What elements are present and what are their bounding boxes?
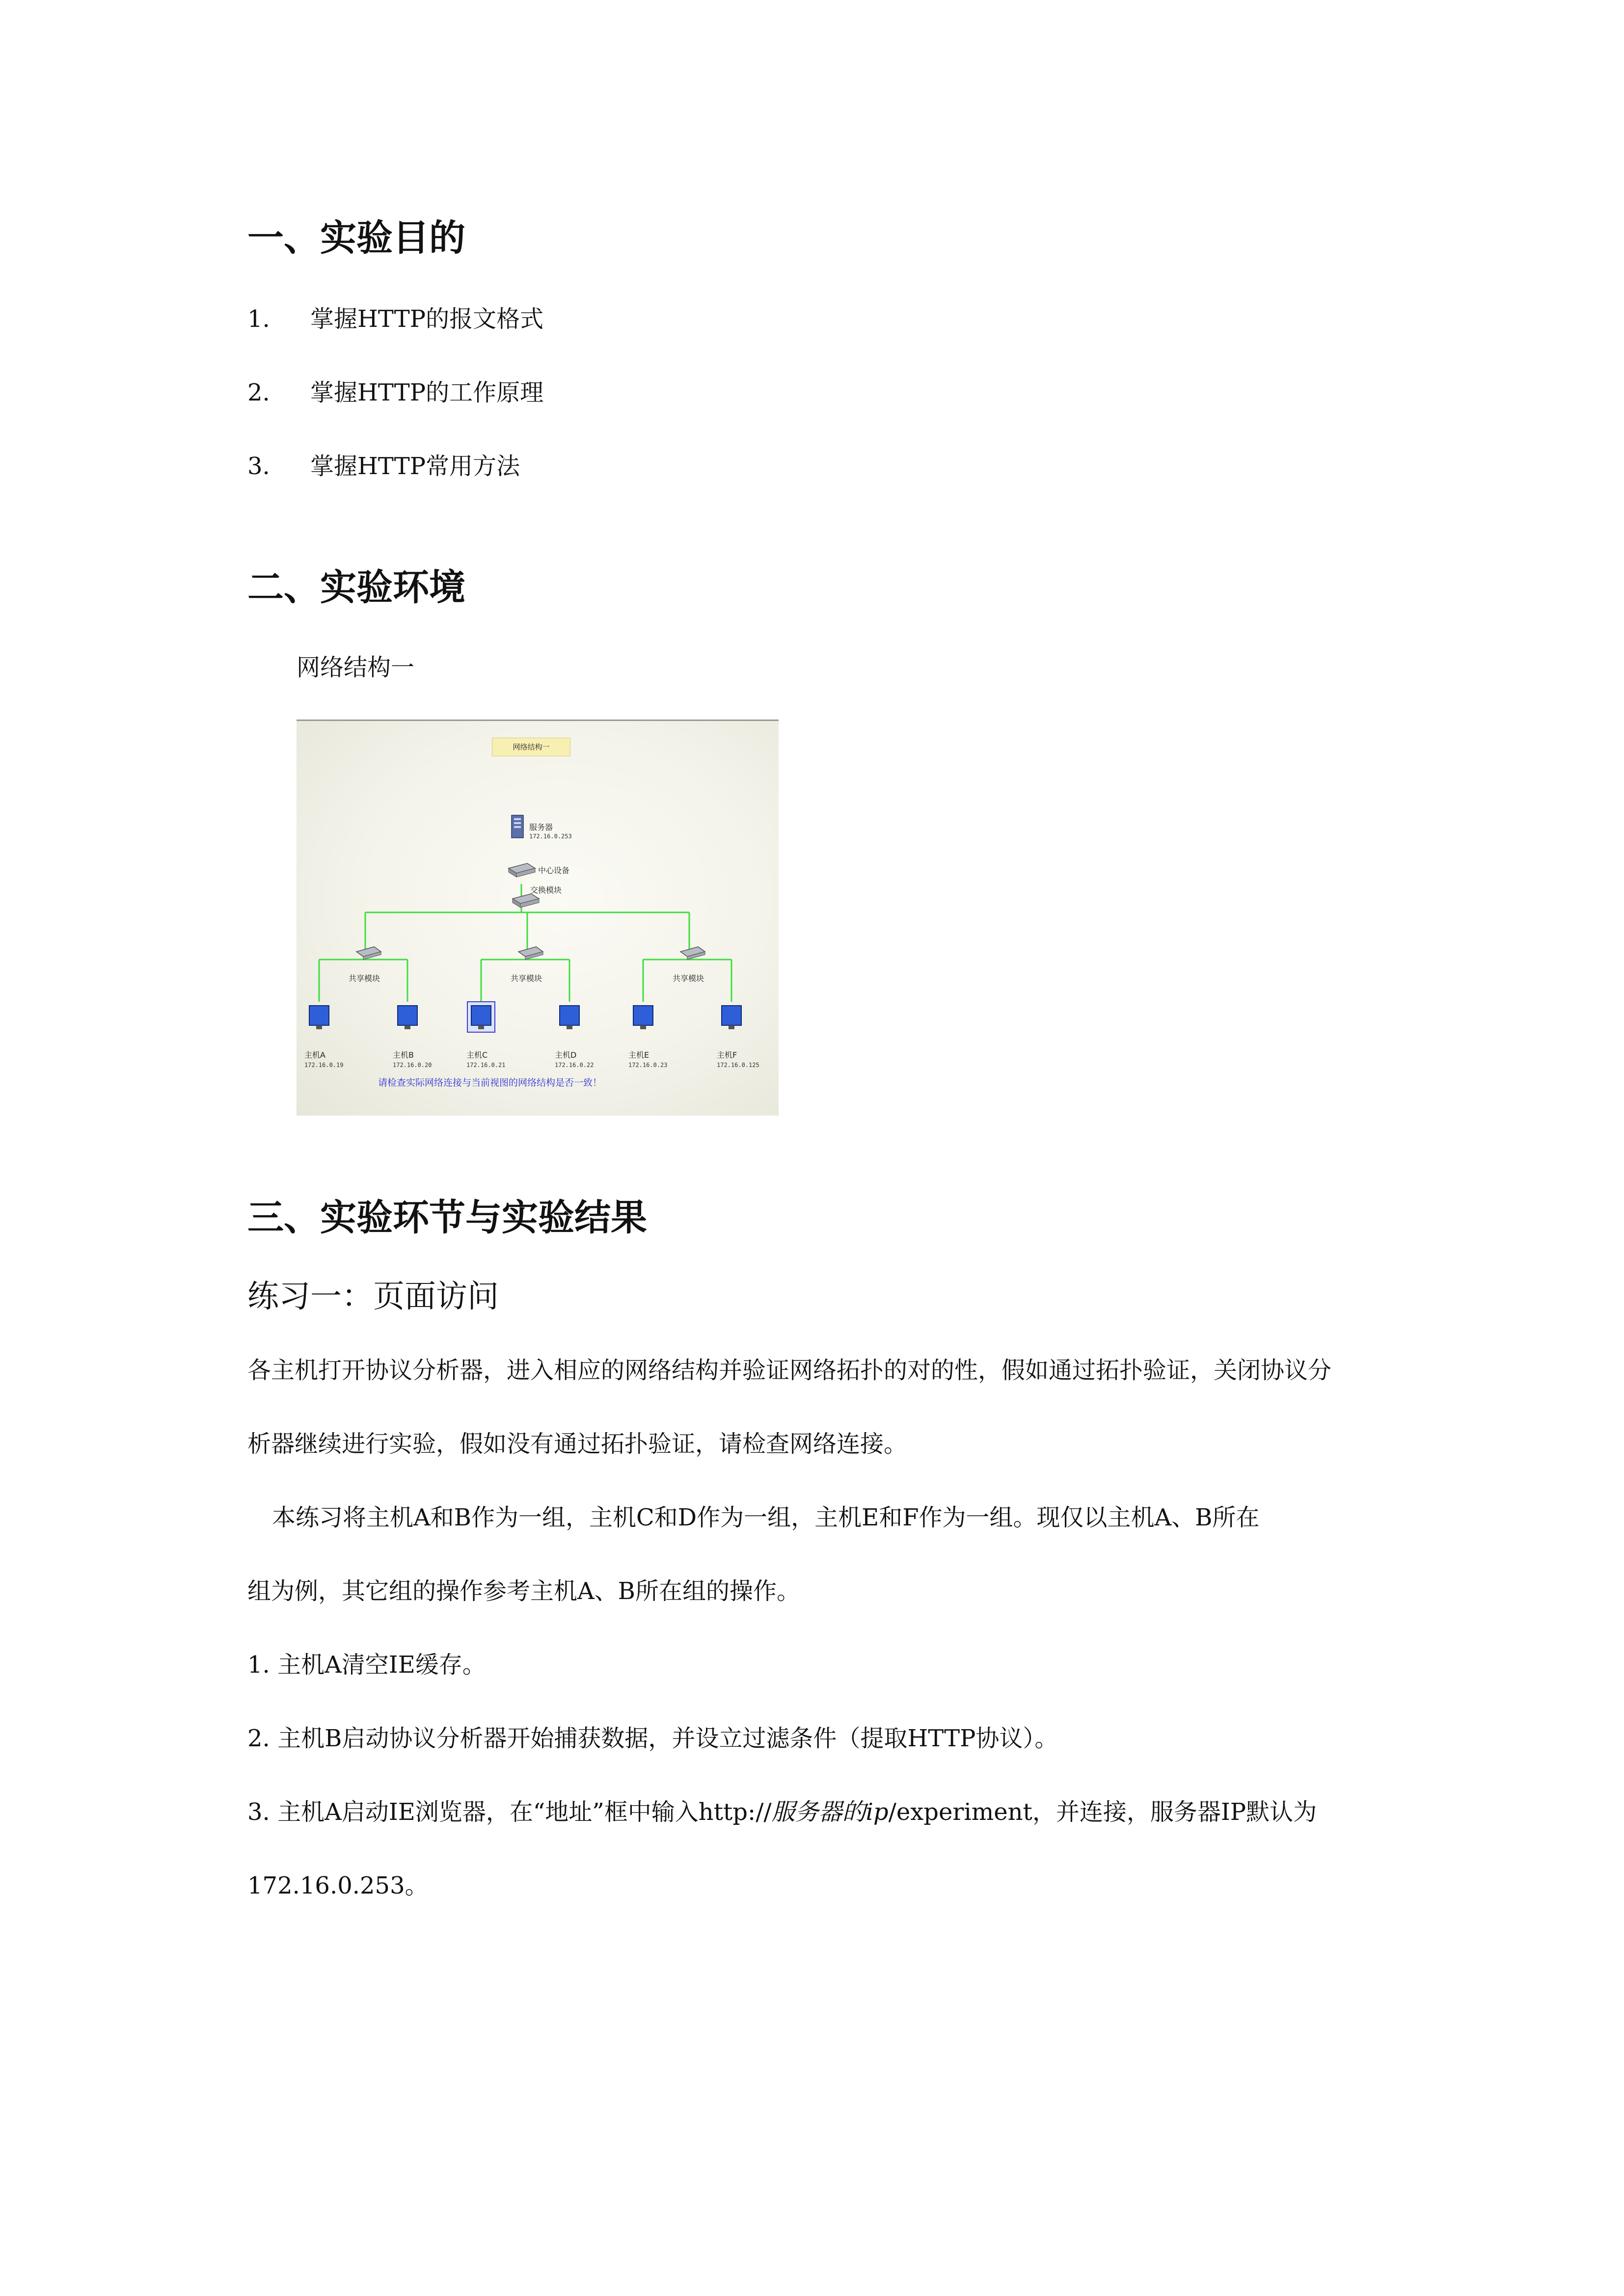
center-device-icon (509, 863, 535, 877)
step-item (247, 1650, 486, 1680)
step-text: 主机A清空IE缓存。 (277, 1651, 486, 1679)
objective-text: 掌握HTTP的工作原理 (310, 379, 544, 406)
hub-icon (518, 947, 543, 960)
objective-item (247, 452, 935, 481)
step-text: 主机B启动协议分析器开始捕获数据，并设立过滤条件（提取HTTP协议）。 (277, 1725, 1058, 1752)
topology-diagram (297, 721, 779, 1116)
section-heading-objectives: 一、实验目的 (247, 217, 465, 259)
host-ip: 172.16.0.21 (466, 1062, 506, 1068)
paragraph-line: 各主机打开协议分析器，进入相应的网络结构并验证网络拓扑的对的性，假如通过拓扑验证，关闭协议分 (247, 1357, 1332, 1384)
exercise-title: 练习一：页面访问 (247, 1279, 499, 1315)
host-monitor-icon (633, 1006, 653, 1029)
host-label: 主机D (555, 1050, 577, 1060)
hub-icon (680, 947, 705, 960)
host-monitor-icon (398, 1006, 417, 1029)
host-ip: 172.16.0.22 (555, 1062, 594, 1068)
switch-icon (513, 894, 539, 908)
server-label: 服务器 (529, 823, 553, 832)
server-ip: 172.16.0.253 (529, 833, 572, 840)
paragraph-line: 组为例，其它组的操作参考主机A、B所在组的操作。 (247, 1577, 800, 1605)
step-number: 3. (247, 1798, 270, 1826)
objective-number: 1. (247, 305, 270, 333)
network-topology-figure (297, 720, 779, 1116)
step-item (247, 1724, 1058, 1753)
host-label: 主机F (717, 1050, 737, 1060)
host-ip: 172.16.0.20 (393, 1062, 432, 1068)
step-text-pre: 主机A启动IE浏览器，在“地址”框中输入http:// (277, 1798, 772, 1826)
topology-warning: 请检查实际网络连接与当前视图的网络结构是否一致！ (378, 1077, 602, 1088)
hub-label: 共享模块 (349, 974, 380, 983)
section-heading-environment: 二、实验环境 (247, 566, 465, 609)
objective-number: 3. (247, 453, 270, 480)
host-monitor-icon (309, 1006, 329, 1029)
hub-label: 共享模块 (673, 974, 704, 983)
center-device-label: 中心设备 (538, 866, 570, 875)
switch-label: 交换模块 (530, 885, 562, 895)
objective-text: 掌握HTTP的报文格式 (310, 305, 544, 333)
host-label: 主机E (628, 1050, 650, 1060)
step-number: 1. (247, 1651, 270, 1679)
hub-icon (356, 947, 381, 960)
server-icon (512, 815, 523, 838)
paragraph-line: 本练习将主机A和B作为一组，主机C和D作为一组，主机E和F作为一组。现仅以主机A、B所在 (272, 1504, 1260, 1531)
figure-title: 网络结构一 (492, 738, 570, 756)
step-number: 2. (247, 1725, 270, 1752)
section-heading-procedure: 三、实验环节与实验结果 (247, 1197, 647, 1239)
objective-text: 掌握HTTP常用方法 (310, 453, 520, 480)
paragraph-line: 析器继续进行实验，假如没有通过拓扑验证，请检查网络连接。 (247, 1430, 908, 1458)
host-label: 主机B (393, 1050, 414, 1060)
figure-caption: 网络结构一 (297, 654, 415, 681)
objective-number: 2. (247, 379, 270, 406)
step-text-post: /experiment，并连接，服务器IP默认为 (888, 1798, 1317, 1826)
step-text-italic: 服务器的ip (771, 1798, 889, 1826)
hub-label: 共享模块 (511, 974, 542, 983)
host-monitor-icon-selected (467, 1002, 495, 1032)
host-ip: 172.16.0.19 (304, 1062, 344, 1068)
step-item (247, 1797, 1317, 1827)
host-ip: 172.16.0.125 (717, 1062, 759, 1068)
host-ip: 172.16.0.23 (628, 1062, 668, 1068)
objective-item (247, 378, 935, 407)
objective-item (247, 304, 935, 334)
host-monitor-icon (560, 1006, 579, 1029)
host-monitor-icon (722, 1006, 741, 1029)
step-continuation: 172.16.0.253。 (247, 1872, 429, 1899)
host-label: 主机C (466, 1050, 488, 1060)
host-label: 主机A (304, 1050, 325, 1060)
